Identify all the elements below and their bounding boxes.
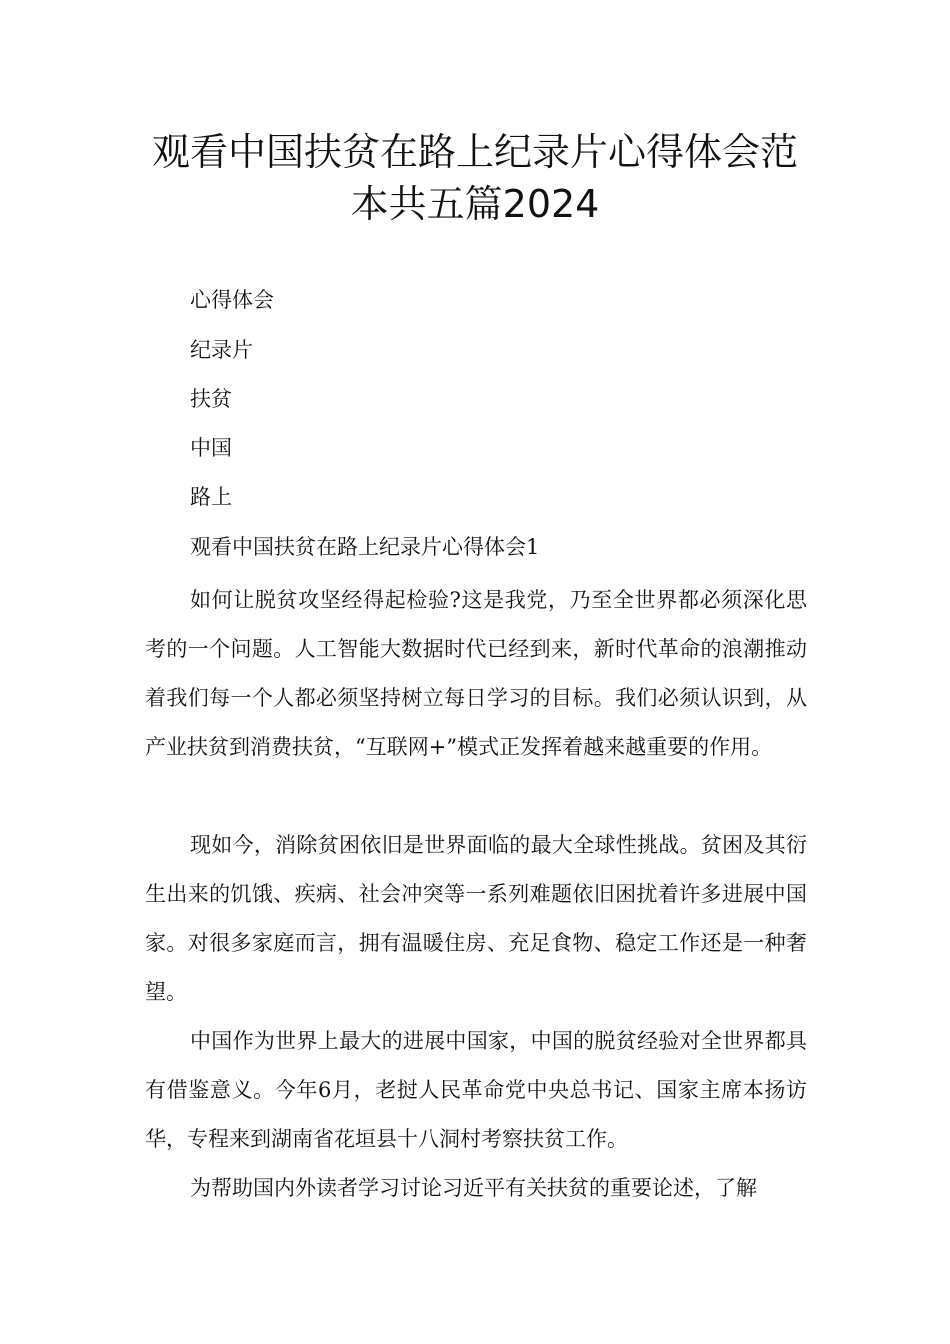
document-title-line-1: 观看中国扶贫在路上纪录片心得体会范 xyxy=(151,130,798,174)
paragraph-3: 中国作为世界上最大的进展中国家，中国的脱贫经验对全世界都具有借鉴意义。今年6月，老挝人民革命党中央总书记、国家主席本扬访华，专程来到湖南省花垣县十八洞村考察扶贫工作。 xyxy=(145,1029,807,1151)
paragraph-2: 现如今，消除贫困依旧是世界面临的最大全球性挑战。贫困及其衍生出来的饥饿、疾病、社会冲突等一系列难题依旧困扰着许多进展中国家。对很多家庭而言，拥有温暖住房、充足食物、稳定工作还是一种奢望。 xyxy=(145,833,807,1004)
document-title-line-2: 本共五篇2024 xyxy=(350,182,600,226)
keyword-3: 扶贫 xyxy=(190,387,232,411)
keyword-4: 中国 xyxy=(190,436,232,460)
keyword-1: 心得体会 xyxy=(190,288,274,312)
keyword-2: 纪录片 xyxy=(190,338,253,362)
paragraph-4: 为帮助国内外读者学习讨论习近平有关扶贫的重要论述，了解 xyxy=(190,1176,757,1200)
section-heading: 观看中国扶贫在路上纪录片心得体会1 xyxy=(190,535,540,559)
paragraph-1: 如何让脱贫攻坚经得起检验?这是我党，乃至全世界都必须深化思考的一个问题。人工智能大数据时代已经到来，新时代革命的浪潮推动着我们每一个人都必须坚持树立每日学习的目标。我们必须认识到，从产业扶贫到消费扶贫，“互联网+”模式正发挥着越来越重要的作用。 xyxy=(145,588,807,759)
keyword-5: 路上 xyxy=(190,485,232,509)
